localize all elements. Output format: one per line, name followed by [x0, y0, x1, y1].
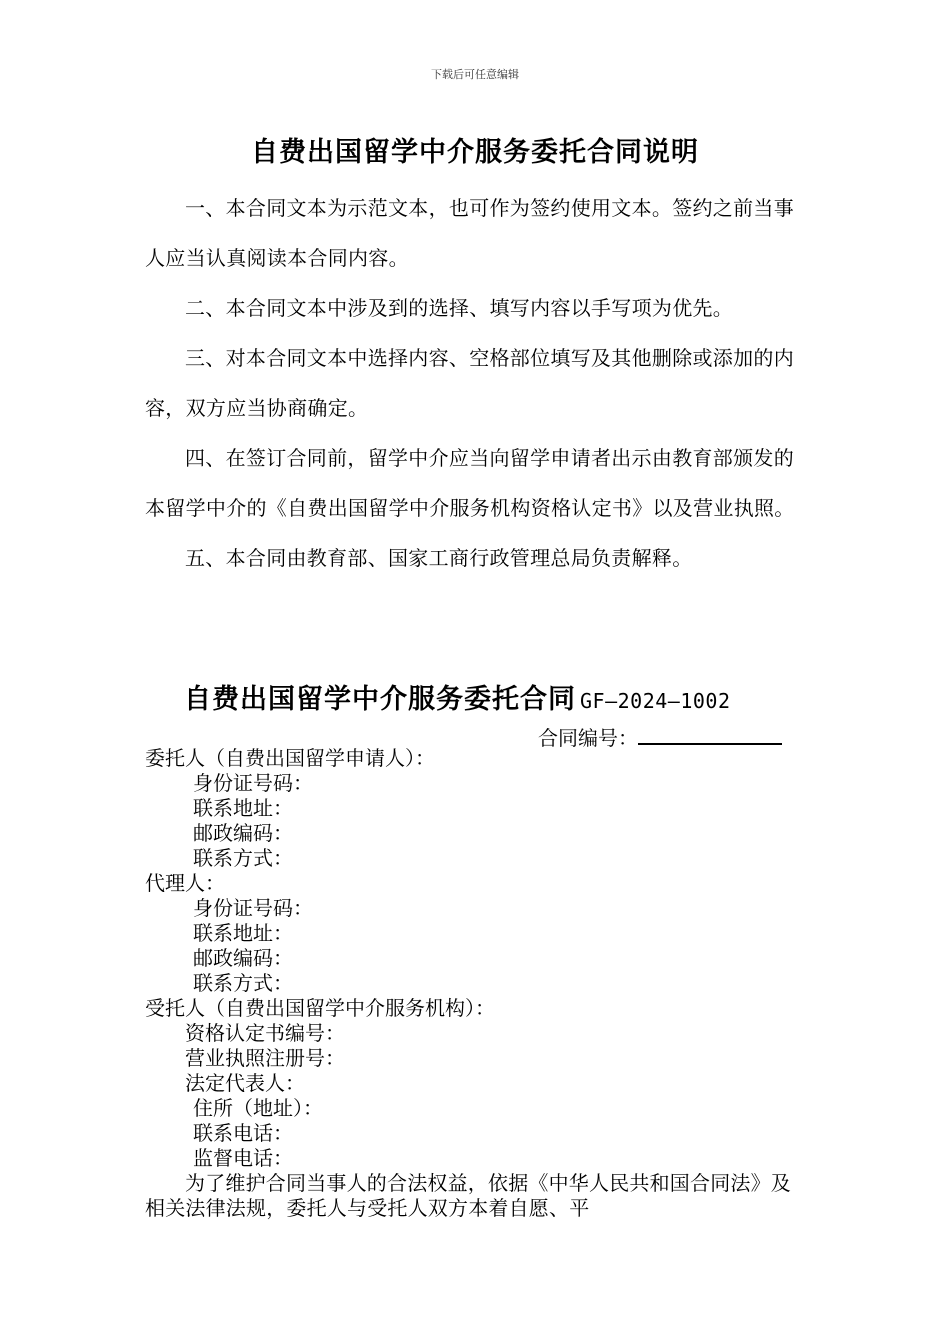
- contract-title: [184, 677, 731, 716]
- principal-id-field: 身份证号码：: [193, 771, 313, 795]
- principal-contact-field: 联系方式：: [193, 846, 293, 870]
- trustee-heading: 受托人（自费出国留学中介服务机构）：: [145, 996, 495, 1020]
- contract-number-blank[interactable]: [638, 725, 782, 745]
- trustee-license-field: 营业执照注册号：: [185, 1046, 345, 1070]
- trustee-supervision-phone-field: 监督电话：: [193, 1146, 293, 1170]
- trustee-phone-field: 联系电话：: [193, 1121, 293, 1145]
- contract-code: GF—2024—1002: [580, 689, 731, 713]
- contract-intro-paragraph: 为了维护合同当事人的合法权益，依据《中华人民共和国合同法》及相关法律法规，委托人与受托人双方本着自愿、平: [145, 1171, 791, 1220]
- note-paragraph-2: 二、本合同文本中涉及到的选择、填写内容以手写项为优先。: [185, 296, 734, 320]
- principal-address-field: 联系地址：: [193, 796, 293, 820]
- trustee-representative-field: 法定代表人：: [185, 1071, 305, 1095]
- explanation-title: 自费出国留学中介服务委托合同说明: [251, 137, 699, 168]
- note-paragraph-1: 一、本合同文本为示范文本，也可作为签约使用文本。签约之前当事人应当认真阅读本合同内容。: [145, 196, 794, 270]
- note-paragraph-5: 五、本合同由教育部、国家工商行政管理总局负责解释。: [185, 546, 693, 570]
- agent-postcode-field: 邮政编码：: [193, 946, 293, 970]
- agent-heading: 代理人：: [145, 871, 225, 895]
- principal-postcode-field: 邮政编码：: [193, 821, 293, 845]
- principal-heading: 委托人（自费出国留学申请人）：: [145, 746, 435, 770]
- agent-address-field: 联系地址：: [193, 921, 293, 945]
- header-note: 下载后可任意编辑: [431, 68, 519, 81]
- contract-title-text: 自费出国留学中介服务委托合同: [184, 684, 576, 715]
- contract-number-label: 合同编号：: [538, 726, 638, 750]
- trustee-certificate-field: 资格认定书编号：: [185, 1021, 345, 1045]
- agent-id-field: 身份证号码：: [193, 896, 313, 920]
- note-paragraph-3: 三、对本合同文本中选择内容、空格部位填写及其他删除或添加的内容，双方应当协商确定。: [145, 346, 794, 420]
- note-paragraph-4: 四、在签订合同前，留学中介应当向留学申请者出示由教育部颁发的本留学中介的《自费出国留学中介服务机构资格认定书》以及营业执照。: [145, 446, 795, 520]
- agent-contact-field: 联系方式：: [193, 971, 293, 995]
- explanation-notes: [145, 183, 811, 583]
- party-section: [145, 746, 811, 1171]
- trustee-address-field: 住所（地址）：: [193, 1096, 323, 1120]
